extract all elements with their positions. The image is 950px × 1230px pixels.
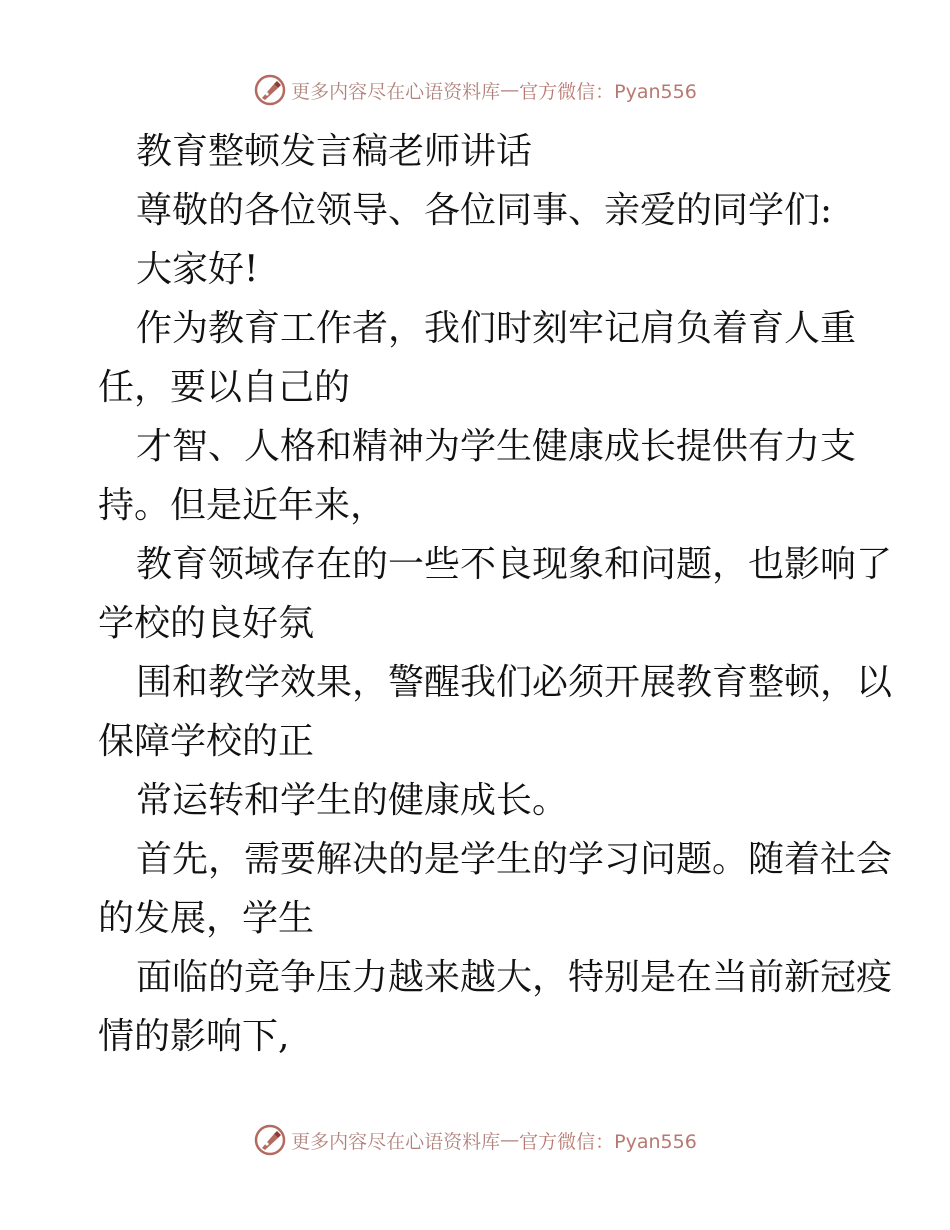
paragraph-line: 首先，需要解决的是学生的学习问题。随着社会 xyxy=(136,839,893,880)
footer-banner xyxy=(0,1120,950,1160)
paragraph-line: 学校的良好氛 xyxy=(98,603,315,644)
pen-nib-logo-icon xyxy=(253,1123,287,1157)
header-banner xyxy=(0,70,950,110)
salutation: 尊敬的各位领导、各位同事、亲爱的同学们: xyxy=(136,190,833,231)
banner-contact: 官方微信：Pyan556 xyxy=(519,80,697,103)
paragraph-line: 作为教育工作者，我们时刻牢记肩负着育人重 xyxy=(136,308,857,349)
paragraph-line: 常运转和学生的健康成长。 xyxy=(136,780,569,821)
banner-separator: — xyxy=(500,1129,520,1151)
banner-separator: — xyxy=(500,79,520,101)
banner-text: 更多内容尽在心语资料库 xyxy=(291,1130,501,1153)
paragraph-line: 教育领域存在的一些不良现象和问题，也影响了 xyxy=(136,544,893,585)
paragraph-line: 围和教学效果，警醒我们必须开展教育整顿，以 xyxy=(136,662,893,703)
banner-text: 更多内容尽在心语资料库 xyxy=(291,80,501,103)
greeting: 大家好! xyxy=(136,249,259,290)
banner-contact: 官方微信：Pyan556 xyxy=(519,1130,697,1153)
document-body xyxy=(98,122,893,1066)
pen-nib-logo-icon xyxy=(253,73,287,107)
paragraph-line: 任，要以自己的 xyxy=(98,367,351,408)
paragraph-line: 才智、人格和精神为学生健康成长提供有力支 xyxy=(136,426,857,467)
paragraph-line: 情的影响下, xyxy=(98,1016,290,1057)
paragraph-line: 持。但是近年来， xyxy=(98,485,387,526)
paragraph-line: 保障学校的正 xyxy=(98,721,315,762)
document-title: 教育整顿发言稿老师讲话 xyxy=(136,131,533,172)
paragraph-line: 的发展，学生 xyxy=(98,898,315,939)
paragraph-line: 面临的竞争压力越来越大，特别是在当前新冠疫 xyxy=(136,957,893,998)
